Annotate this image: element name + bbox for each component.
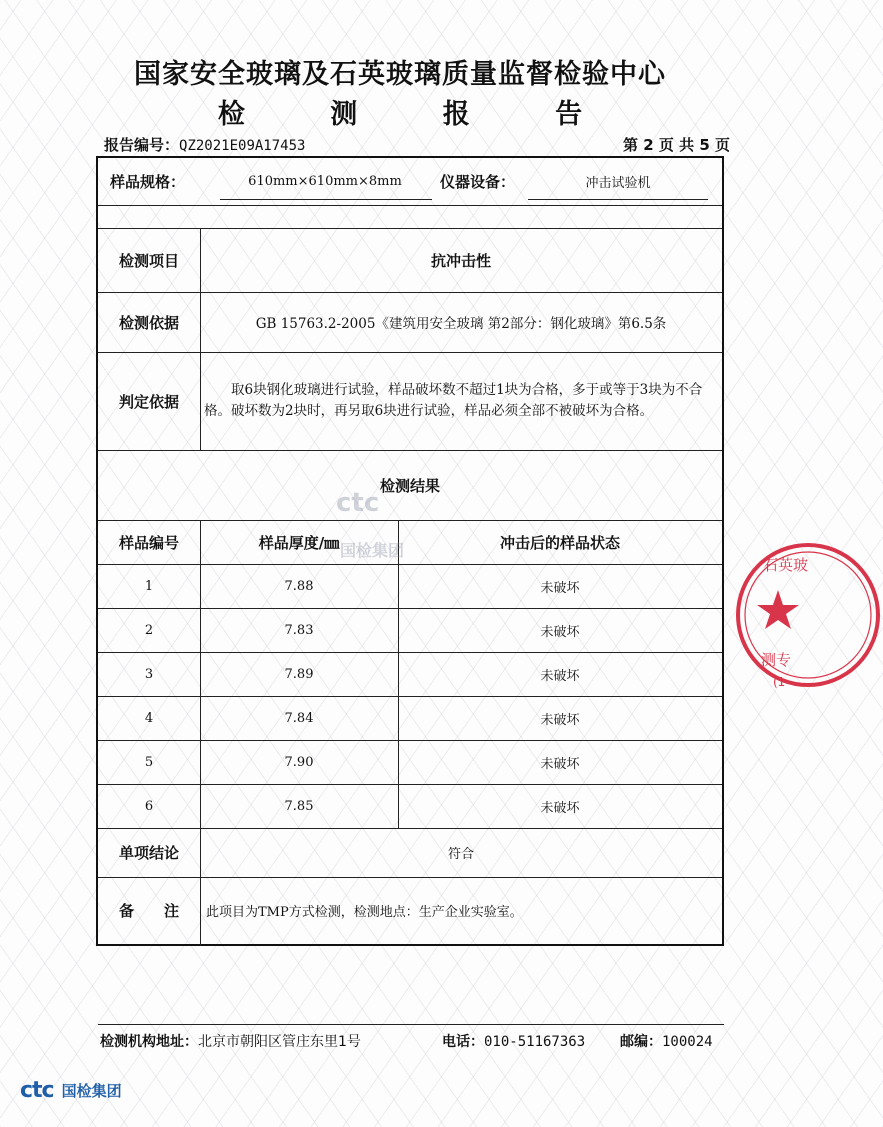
row-no: 2 [144, 622, 154, 638]
company-logo [20, 1078, 122, 1103]
watermark-logo: ctc [336, 488, 380, 518]
col-sample-no: 样品编号 [118, 533, 179, 552]
phone-label: 电话： [442, 1034, 484, 1050]
row-thickness: 7.89 [284, 666, 314, 682]
sample-spec-label: 样品规格： [110, 173, 186, 191]
row-no: 6 [144, 798, 154, 814]
ctc-logo-icon: ctc [20, 1078, 54, 1103]
postcode-value: 100024 [662, 1034, 713, 1050]
report-number-value: QZ2021E09A17453 [179, 138, 306, 154]
row-state: 未破坏 [540, 800, 580, 816]
row-state: 未破坏 [540, 668, 580, 684]
divider [98, 205, 722, 206]
logo-text: 国检集团 [61, 1082, 122, 1100]
postcode [620, 1031, 713, 1051]
row-state: 未破坏 [540, 712, 580, 728]
remark-label: 备 注 [118, 902, 179, 920]
row-state: 未破坏 [540, 756, 580, 772]
row-state: 未破坏 [540, 624, 580, 640]
address-value: 北京市朝阳区管庄东里1号 [198, 1034, 361, 1050]
postcode-label: 邮编： [620, 1034, 662, 1050]
equipment-underline [528, 199, 708, 200]
report-table [96, 156, 724, 946]
test-item-value: 抗冲击性 [430, 251, 491, 270]
criteria-value: 取6块钢化玻璃进行试验，样品破坏数不超过1块为合格，多于或等于3块为不合格。破坏数为2块时，再另取6块进行试验，样品必须全部不被破坏为合格。 [204, 382, 703, 419]
equipment-label: 仪器设备： [440, 173, 516, 191]
org-address [100, 1031, 361, 1051]
watermark-text: 国检集团 [340, 541, 405, 560]
sample-spec-value: 610mm×610mm×8mm [248, 174, 402, 189]
equipment-value: 冲击试验机 [585, 176, 651, 191]
criteria-label: 判定依据 [118, 392, 179, 411]
conclusion-label: 单项结论 [118, 844, 179, 862]
row-thickness: 7.85 [284, 798, 314, 814]
row-no: 3 [144, 666, 154, 682]
row-thickness: 7.90 [284, 754, 314, 770]
row-thickness: 7.84 [284, 710, 314, 726]
row-no: 5 [144, 754, 154, 770]
basis-value: GB 15763.2-2005《建筑用安全玻璃 第2部分：钢化玻璃》第6.5条 [255, 316, 667, 332]
page-indicator: 第 2 页 共 5 页 [623, 136, 730, 154]
seal-text-top: 石英玻 [763, 556, 809, 574]
row-state: 未破坏 [540, 580, 580, 596]
row-thickness: 7.88 [284, 578, 314, 594]
seal-text-bottom: 测专 [761, 651, 792, 669]
remark-value: 此项目为TMP方式检测，检测地点：生产企业实验室。 [206, 905, 523, 920]
conclusion-value: 符合 [447, 847, 474, 862]
phone [442, 1031, 585, 1051]
col-state: 冲击后的样品状态 [499, 533, 620, 552]
results-title: 检测结果 [379, 476, 440, 495]
official-seal-icon [733, 530, 883, 700]
test-item-label: 检测项目 [118, 251, 179, 270]
row-no: 1 [144, 578, 154, 594]
spec-underline [220, 199, 432, 200]
basis-label: 检测依据 [118, 313, 179, 332]
criteria-cell [204, 352, 716, 450]
col-thickness: 样品厚度/㎜ [258, 533, 340, 552]
row-no: 4 [144, 710, 154, 726]
seal-number: (1 [773, 675, 786, 689]
address-label: 检测机构地址： [100, 1034, 198, 1050]
row-thickness: 7.83 [284, 622, 314, 638]
report-number-label: 报告编号： [104, 136, 180, 154]
phone-value: 010-51167363 [484, 1034, 586, 1050]
org-title: 国家安全玻璃及石英玻璃质量监督检验中心 [134, 59, 666, 90]
footer-divider [98, 1024, 724, 1025]
doc-title: 检 测 报 告 [217, 99, 621, 130]
report-number [104, 134, 305, 155]
